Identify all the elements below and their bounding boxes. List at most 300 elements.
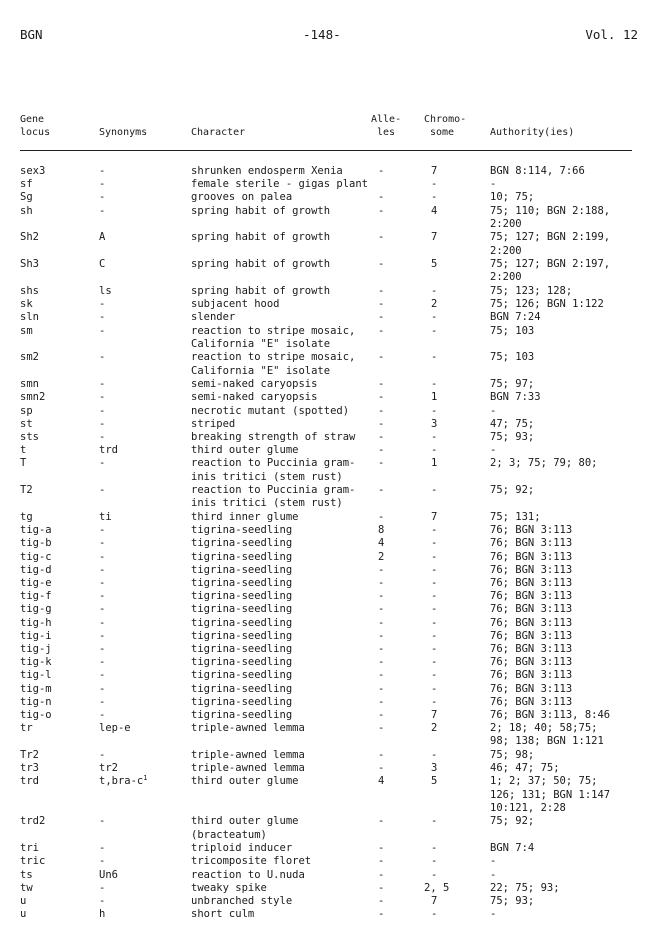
character: tigrina-seedling (191, 577, 293, 589)
character: semi-naked caryopsis (191, 378, 318, 391)
synonyms: - (99, 391, 106, 404)
chromosome: - (431, 351, 438, 364)
column-header-synonyms: Synonyms (99, 127, 148, 138)
synonyms: - (99, 749, 106, 761)
character: female sterile - gigas plant (191, 178, 369, 191)
synonyms: - (99, 682, 106, 695)
synonym-text: t,bra-c (99, 775, 144, 788)
gene-locus: tig-f (20, 590, 52, 603)
chromosome: 7 (431, 895, 438, 907)
authority: 22; 75; 93; (490, 881, 560, 894)
character: triple-awned lemma (191, 762, 305, 775)
gene-locus: tig-j (20, 643, 52, 655)
alleles: - (378, 881, 385, 894)
character: grooves on palea (191, 191, 293, 204)
synonyms: h (99, 908, 106, 921)
gene-locus: smn (20, 378, 39, 391)
character: (bracteatum) (191, 828, 267, 841)
authority: 47; 75; (490, 417, 535, 430)
gene-locus: tric (20, 855, 46, 868)
column-header-authority: Authority(ies) (490, 127, 575, 138)
character: inis tritici (stem rust) (191, 470, 343, 483)
gene-locus: t (20, 444, 27, 457)
volume-label: Vol. 12 (585, 27, 638, 42)
authority: 2:200 (490, 244, 522, 257)
synonyms: - (99, 855, 106, 868)
character: third outer glume (191, 775, 299, 788)
alleles: - (378, 404, 385, 417)
gene-locus: tig-n (20, 695, 52, 708)
alleles: - (378, 695, 385, 708)
alleles: - (378, 378, 385, 391)
authority: 76; BGN 3:113 (490, 590, 573, 603)
chromosome: 7 (431, 165, 438, 177)
gene-locus: tig-c (20, 550, 52, 563)
alleles: - (378, 165, 385, 177)
alleles: - (378, 311, 385, 324)
character: triploid inducer (191, 842, 293, 855)
alleles: - (378, 511, 385, 523)
chromosome: - (431, 656, 438, 669)
alleles: - (378, 431, 385, 443)
character: California "E" isolate (191, 337, 331, 350)
chromosome: - (431, 577, 438, 589)
authority: - (490, 855, 497, 868)
character: spring habit of growth (191, 204, 331, 217)
character: tigrina-seedling (191, 682, 293, 695)
chromosome: - (431, 749, 438, 761)
authority: 75; 93; (490, 431, 535, 443)
alleles: - (378, 324, 385, 337)
authority: 76; BGN 3:113 (490, 656, 573, 669)
character: shrunken endosperm Xenia (191, 165, 343, 177)
synonyms: ti (99, 511, 112, 523)
alleles: - (378, 669, 385, 682)
chromosome: - (431, 603, 438, 616)
character: tigrina-seedling (191, 656, 293, 669)
character: reaction to U.nuda (191, 868, 305, 881)
alleles: - (378, 563, 385, 576)
chromosome: - (431, 404, 438, 417)
alleles: - (378, 191, 385, 204)
synonyms: ls (99, 285, 112, 297)
gene-locus: sex3 (20, 165, 46, 177)
character: reaction to stripe mosaic, (191, 324, 356, 337)
synonyms: - (99, 616, 106, 629)
authority: 75; 92; (490, 815, 535, 828)
chromosome: - (431, 431, 438, 443)
alleles: - (378, 643, 385, 655)
authority: BGN 7:33 (490, 391, 541, 404)
gene-locus: tig-l (20, 669, 52, 682)
chromosome: - (431, 324, 438, 337)
authority: 76; BGN 3:113 (490, 603, 573, 616)
alleles: - (378, 762, 385, 775)
character: third outer glume (191, 815, 299, 828)
authority: 75; 127; BGN 2:197, (490, 258, 611, 271)
synonyms: Un6 (99, 868, 118, 881)
authority: BGN 7:24 (490, 311, 541, 324)
authority: 75; 92; (490, 484, 535, 497)
chromosome: - (431, 484, 438, 497)
character: tigrina-seedling (191, 590, 293, 603)
alleles: - (378, 285, 385, 297)
gene-locus: ts (20, 868, 33, 881)
alleles: - (378, 577, 385, 589)
chromosome: - (431, 855, 438, 868)
alleles: - (378, 842, 385, 855)
alleles: - (378, 603, 385, 616)
gene-locus: sp (20, 404, 33, 417)
alleles: 8 (378, 524, 385, 537)
character: tricomposite floret (191, 855, 312, 868)
character: tigrina-seedling (191, 537, 293, 550)
character: short culm (191, 908, 255, 921)
authority: - (490, 868, 497, 881)
column-header-gene-line2: locus (20, 127, 51, 138)
character: reaction to Puccinia gram- (191, 484, 356, 497)
gene-locus: sts (20, 431, 39, 443)
chromosome: - (431, 563, 438, 576)
synonyms: - (99, 550, 106, 563)
gene-locus: Tr2 (20, 749, 39, 761)
alleles: - (378, 656, 385, 669)
authority: 75; 103 (490, 324, 535, 337)
chromosome: 3 (431, 417, 438, 430)
synonyms: - (99, 311, 106, 324)
column-header-alleles-line2: les (377, 127, 396, 138)
synonyms: A (99, 231, 106, 244)
gene-locus: sm (20, 324, 33, 337)
authority: 2; 3; 75; 79; 80; (490, 457, 598, 470)
column-header-chromosome-line1: Chromo- (424, 114, 467, 125)
gene-locus: u (20, 908, 27, 921)
chromosome: 4 (431, 204, 438, 217)
authority: 76; BGN 3:113 (490, 577, 573, 589)
character: unbranched style (191, 895, 293, 907)
chromosome: - (431, 524, 438, 537)
authority: - (490, 178, 497, 191)
alleles: - (378, 298, 385, 311)
synonyms: - (99, 191, 106, 204)
chromosome: - (431, 643, 438, 655)
chromosome: - (431, 537, 438, 550)
synonyms: - (99, 577, 106, 589)
synonyms: - (99, 404, 106, 417)
chromosome: 3 (431, 762, 438, 775)
chromosome: 1 (431, 457, 438, 470)
authority: 10; 75; (490, 191, 535, 204)
alleles: 4 (378, 775, 385, 788)
page-number: -148- (303, 27, 341, 42)
synonyms: - (99, 895, 106, 907)
authority: 76; BGN 3:113 (490, 616, 573, 629)
synonyms: - (99, 695, 106, 708)
chromosome: 5 (431, 258, 438, 271)
gene-locus: tri (20, 842, 39, 855)
character: triple-awned lemma (191, 722, 305, 735)
chromosome: - (431, 191, 438, 204)
gene-locus: u (20, 895, 27, 907)
alleles: 2 (378, 550, 385, 563)
gene-locus: T2 (20, 484, 33, 497)
gene-locus: tig-d (20, 563, 52, 576)
synonyms: - (99, 656, 106, 669)
authority: BGN 7:4 (490, 842, 535, 855)
gene-locus: tig-h (20, 616, 52, 629)
authority: 76; BGN 3:113 (490, 643, 573, 655)
chromosome: - (431, 550, 438, 563)
synonyms (99, 775, 147, 788)
alleles: - (378, 749, 385, 761)
character: spring habit of growth (191, 231, 331, 244)
character: California "E" isolate (191, 364, 331, 377)
synonyms: - (99, 643, 106, 655)
authority: 76; BGN 3:113 (490, 695, 573, 708)
chromosome: - (431, 815, 438, 828)
authority: - (490, 404, 497, 417)
chromosome: - (431, 178, 438, 191)
character: subjacent hood (191, 298, 280, 311)
alleles: - (378, 868, 385, 881)
character: striped (191, 417, 236, 430)
character: tigrina-seedling (191, 563, 293, 576)
footnote-marker: 1 (143, 774, 148, 783)
alleles: - (378, 351, 385, 364)
running-header-left: BGN (20, 27, 43, 42)
authority: 75; 98; (490, 749, 535, 761)
character: tigrina-seedling (191, 603, 293, 616)
alleles: - (378, 616, 385, 629)
authority: 75; 123; 128; (490, 285, 573, 297)
chromosome: - (431, 908, 438, 921)
gene-locus: tig-i (20, 629, 52, 642)
synonyms: - (99, 881, 106, 894)
synonyms: trd (99, 444, 118, 457)
gene-locus: tg (20, 511, 33, 523)
alleles: - (378, 417, 385, 430)
chromosome: - (431, 285, 438, 297)
column-header-gene-line1: Gene (20, 114, 45, 125)
character: semi-naked caryopsis (191, 391, 318, 404)
synonyms: - (99, 204, 106, 217)
gene-locus: sk (20, 298, 33, 311)
chromosome: - (431, 311, 438, 324)
alleles: - (378, 709, 385, 721)
gene-locus: sh (20, 204, 33, 217)
authority: 75; 97; (490, 378, 535, 391)
authority: 126; 131; BGN 1:147 (490, 788, 611, 801)
character: third outer glume (191, 444, 299, 457)
authority: 2:200 (490, 217, 522, 230)
chromosome: 7 (431, 511, 438, 523)
authority: 2:200 (490, 271, 522, 284)
gene-locus: tr3 (20, 762, 39, 775)
chromosome: - (431, 695, 438, 708)
authority: 76; BGN 3:113 (490, 682, 573, 695)
character: necrotic mutant (spotted) (191, 404, 350, 417)
gene-locus: sln (20, 311, 39, 324)
gene-locus: tig-a (20, 524, 52, 537)
column-header-character: Character (191, 127, 246, 138)
gene-locus: trd (20, 775, 39, 788)
authority: 76; BGN 3:113 (490, 537, 573, 550)
alleles: - (378, 855, 385, 868)
column-header-chromosome-line2: some (430, 127, 455, 138)
character: tigrina-seedling (191, 524, 293, 537)
authority: 75; 93; (490, 895, 535, 907)
gene-locus: T (20, 457, 27, 470)
character: tigrina-seedling (191, 669, 293, 682)
chromosome: - (431, 669, 438, 682)
authority: 76; BGN 3:113 (490, 563, 573, 576)
alleles: - (378, 722, 385, 735)
synonyms: - (99, 324, 106, 337)
synonyms: - (99, 351, 106, 364)
gene-locus: tig-m (20, 682, 52, 695)
gene-locus: tig-k (20, 656, 52, 669)
authority: 75; 110; BGN 2:188, (490, 204, 611, 217)
synonyms: - (99, 629, 106, 642)
gene-locus: tig-o (20, 709, 52, 721)
alleles: - (378, 908, 385, 921)
authority: 76; BGN 3:113 (490, 629, 573, 642)
chromosome: 2, 5 (424, 881, 450, 894)
gene-locus: tw (20, 881, 33, 894)
character: tigrina-seedling (191, 629, 293, 642)
synonyms: - (99, 842, 106, 855)
authority: 75; 126; BGN 1:122 (490, 298, 604, 311)
authority: 2; 18; 40; 58;75; (490, 722, 598, 735)
synonyms: - (99, 669, 106, 682)
alleles: - (378, 391, 385, 404)
synonyms: lep-e (99, 722, 131, 735)
chromosome: 2 (431, 298, 438, 311)
authority: - (490, 908, 497, 921)
synonyms: tr2 (99, 762, 118, 775)
alleles: - (378, 204, 385, 217)
chromosome: 7 (431, 709, 438, 721)
alleles: - (378, 484, 385, 497)
synonyms: - (99, 165, 106, 177)
gene-locus: sm2 (20, 351, 39, 364)
character: breaking strength of straw (191, 431, 356, 443)
alleles: - (378, 258, 385, 271)
synonyms: - (99, 298, 106, 311)
gene-locus: smn2 (20, 391, 46, 404)
authority: - (490, 444, 497, 457)
synonyms: - (99, 815, 106, 828)
alleles: - (378, 682, 385, 695)
chromosome: 7 (431, 231, 438, 244)
character: tigrina-seedling (191, 709, 293, 721)
alleles: - (378, 629, 385, 642)
character: tigrina-seedling (191, 643, 293, 655)
gene-locus: trd2 (20, 815, 46, 828)
character: reaction to stripe mosaic, (191, 351, 356, 364)
chromosome: - (431, 590, 438, 603)
synonyms: - (99, 417, 106, 430)
character: third inner glume (191, 511, 299, 523)
gene-locus: tig-g (20, 603, 52, 616)
authority: 46; 47; 75; (490, 762, 560, 775)
synonyms: - (99, 484, 106, 497)
synonyms: - (99, 378, 106, 391)
authority: 75; 131; (490, 511, 541, 523)
alleles: - (378, 231, 385, 244)
authority: 10:121, 2:28 (490, 801, 566, 814)
character: inis tritici (stem rust) (191, 497, 343, 510)
gene-locus: st (20, 417, 33, 430)
character: tweaky spike (191, 881, 267, 894)
chromosome: - (431, 378, 438, 391)
authority: 76; BGN 3:113 (490, 669, 573, 682)
authority: 1; 2; 37; 50; 75; (490, 775, 598, 788)
character: tigrina-seedling (191, 550, 293, 563)
synonyms: - (99, 524, 106, 537)
alleles: - (378, 457, 385, 470)
authority: BGN 8:114, 7:66 (490, 165, 585, 177)
synonyms: - (99, 709, 106, 721)
gene-locus: Sh3 (20, 258, 39, 271)
chromosome: - (431, 868, 438, 881)
synonyms: - (99, 590, 106, 603)
character: tigrina-seedling (191, 616, 293, 629)
alleles: - (378, 815, 385, 828)
synonyms: - (99, 431, 106, 443)
authority: 75; 127; BGN 2:199, (490, 231, 611, 244)
gene-locus: sf (20, 178, 33, 191)
alleles: - (378, 895, 385, 907)
column-header-alleles-line1: Alle- (371, 114, 402, 125)
character: tigrina-seedling (191, 695, 293, 708)
chromosome: - (431, 682, 438, 695)
authority: 76; BGN 3:113 (490, 550, 573, 563)
gene-locus: Sg (20, 191, 33, 204)
synonyms: - (99, 603, 106, 616)
character: spring habit of growth (191, 258, 331, 271)
chromosome: 2 (431, 722, 438, 735)
gene-locus: Sh2 (20, 231, 39, 244)
chromosome: - (431, 842, 438, 855)
authority: 76; BGN 3:113 (490, 524, 573, 537)
alleles: - (378, 444, 385, 457)
synonyms: - (99, 563, 106, 576)
character: spring habit of growth (191, 285, 331, 297)
synonyms: - (99, 178, 106, 191)
gene-locus: tr (20, 722, 33, 735)
chromosome: - (431, 616, 438, 629)
alleles: 4 (378, 537, 385, 550)
gene-locus: tig-e (20, 577, 52, 589)
gene-locus: tig-b (20, 537, 52, 550)
chromosome: 1 (431, 391, 438, 404)
chromosome: 5 (431, 775, 438, 788)
character: slender (191, 311, 236, 324)
synonyms: - (99, 537, 106, 550)
character: triple-awned lemma (191, 749, 305, 761)
synonyms: C (99, 258, 106, 271)
synonyms: - (99, 457, 106, 470)
authority: 75; 103 (490, 351, 535, 364)
alleles: - (378, 590, 385, 603)
character: reaction to Puccinia gram- (191, 457, 356, 470)
gene-locus: shs (20, 285, 39, 297)
authority: 98; 138; BGN 1:121 (490, 735, 604, 748)
chromosome: - (431, 444, 438, 457)
authority: 76; BGN 3:113, 8:46 (490, 709, 611, 721)
chromosome: - (431, 629, 438, 642)
